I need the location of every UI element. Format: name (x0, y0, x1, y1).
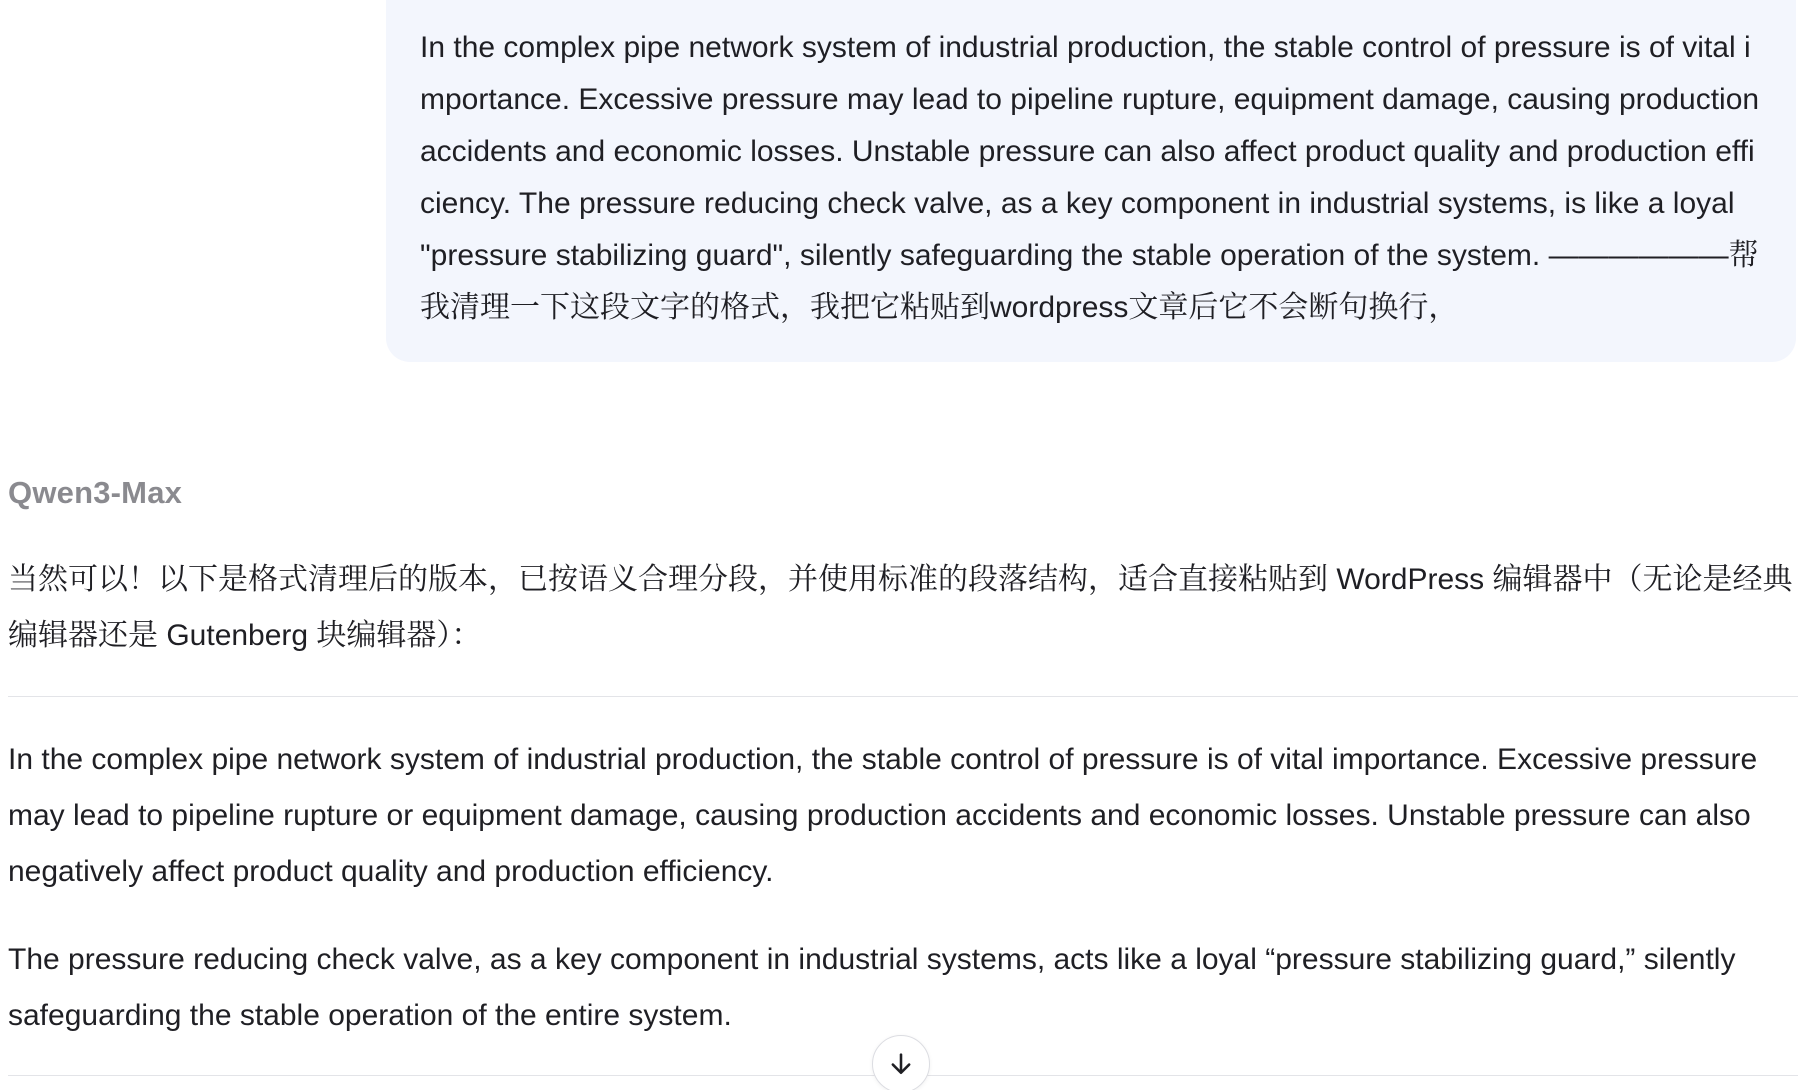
assistant-reply-intro: 当然可以！以下是格式清理后的版本，已按语义合理分段，并使用标准的段落结构，适合直接粘贴到 WordPress 编辑器中（无论是经典编辑器还是 Gutenberg 块编辑器）： (8, 563, 1793, 652)
user-message-text: In the complex pipe network system of industrial production, the stable control of pressure is of vital importance. Excessive pressure may lead to pipeline rupture, equipment damage, causing production accidents and economic losses. Unstable pressure can also affect product quality and production efficiency. The pressure reducing check valve, as a key component in industrial systems, is like a loyal "pressure stabilizing guard", silently safeguarding the stable operation of the system. ——————帮我清理一下这段文字的格式，我把它粘贴到wordpress文章后它不会断句换行， (420, 31, 1760, 324)
reply-paragraph-1: In the complex pipe network system of industrial production, the stable control of pressure is of vital importance. Excessive pressure may lead to pipeline rupture or equipment damage, causing production accidents and economic losses. Unstable pressure can also negatively affect product quality and production efficiency. (8, 743, 1758, 888)
reply-divider (8, 696, 1798, 697)
scroll-to-bottom-button[interactable] (872, 1035, 930, 1090)
user-message-bubble (386, 0, 1796, 362)
arrow-down-icon (887, 1050, 915, 1078)
model-name-label: Qwen3-Max (8, 475, 183, 510)
reply-paragraph-2: The pressure reducing check valve, as a key component in industrial systems, acts like a loyal “pressure stabilizing guard,” silently safeguarding the stable operation of the entire system. (8, 943, 1736, 1032)
